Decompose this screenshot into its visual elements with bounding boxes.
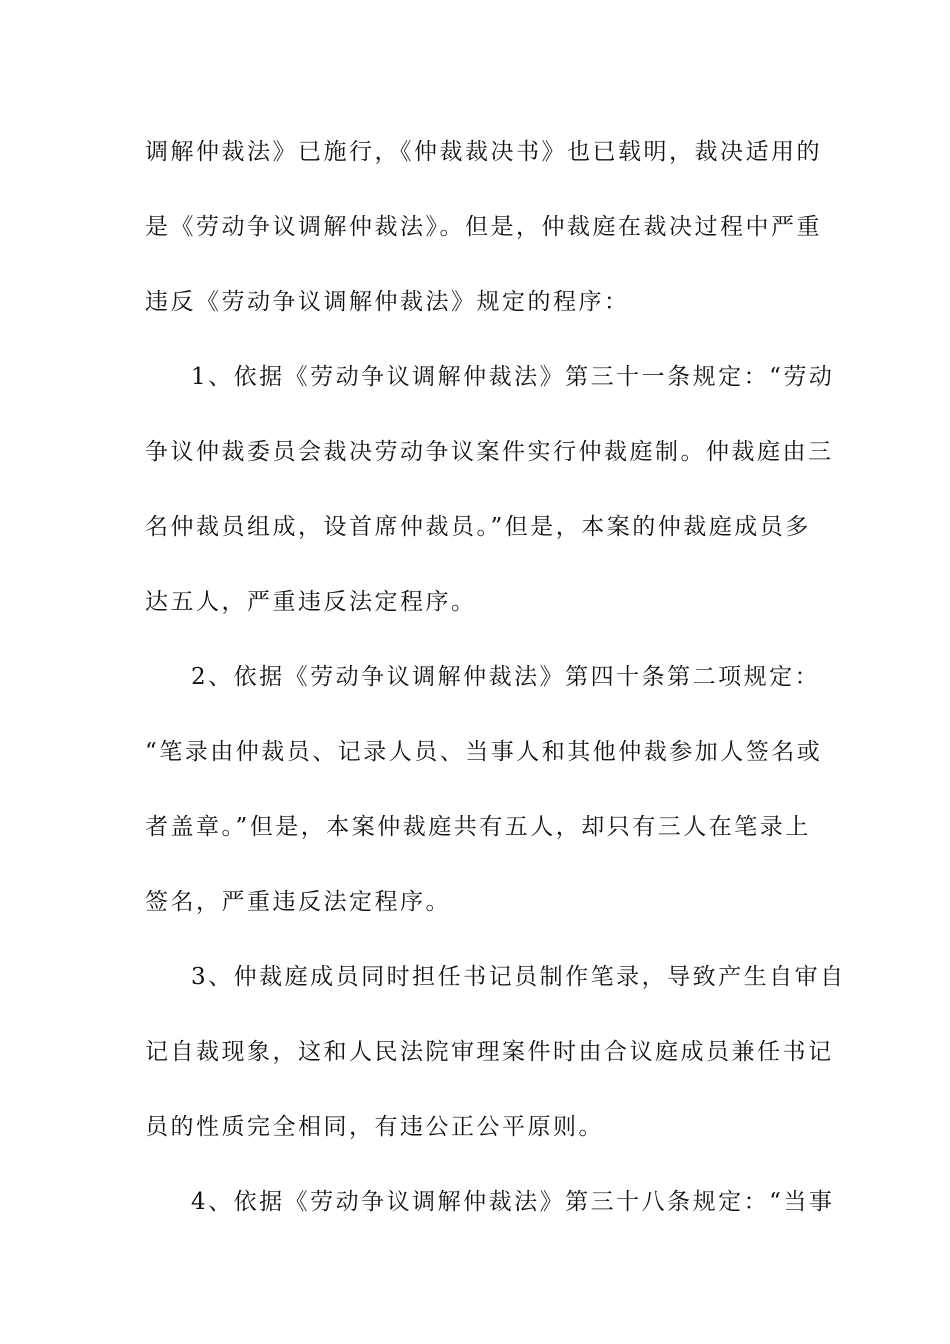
paragraph-line: 者盖章。”但是，本案仲裁庭共有五人，却只有三人在笔录上: [145, 814, 811, 840]
document-body: [145, 132, 846, 1257]
paragraph-line-item-2: 2、依据《劳动争议调解仲裁法》第四十条第二项规定：: [191, 664, 821, 690]
paragraph-line: 签名，严重违反法定程序。: [145, 889, 451, 915]
paragraph-line: 员的性质完全相同，有违公正公平原则。: [145, 1114, 604, 1140]
paragraph-line-item-4: 4、依据《劳动争议调解仲裁法》第三十八条规定：“当事: [191, 1189, 835, 1215]
paragraph-line: “笔录由仲裁员、记录人员、当事人和其他仲裁参加人签名或: [145, 739, 823, 765]
paragraph-line: 记自裁现象，这和人民法院审理案件时由合议庭成员兼任书记: [145, 1039, 834, 1065]
paragraph-line: 调解仲裁法》已施行，《仲裁裁决书》也已载明，裁决适用的: [145, 139, 822, 165]
paragraph-line: 名仲裁员组成，设首席仲裁员。”但是，本案的仲裁庭成员多: [145, 514, 811, 540]
paragraph-line: 违反《劳动争议调解仲裁法》规定的程序：: [145, 289, 630, 315]
paragraph-line-item-3: 3、仲裁庭成员同时担任书记员制作笔录，导致产生自审自: [191, 964, 846, 990]
paragraph-line-item-1: 1、依据《劳动争议调解仲裁法》第三十一条规定：“劳动: [191, 364, 835, 390]
paragraph-line: 达五人，严重违反法定程序。: [145, 589, 477, 615]
paragraph-line: 是《劳动争议调解仲裁法》。但是，仲裁庭在裁决过程中严重: [145, 214, 822, 240]
paragraph-line: 争议仲裁委员会裁决劳动争议案件实行仲裁庭制。仲裁庭由三: [145, 439, 834, 465]
